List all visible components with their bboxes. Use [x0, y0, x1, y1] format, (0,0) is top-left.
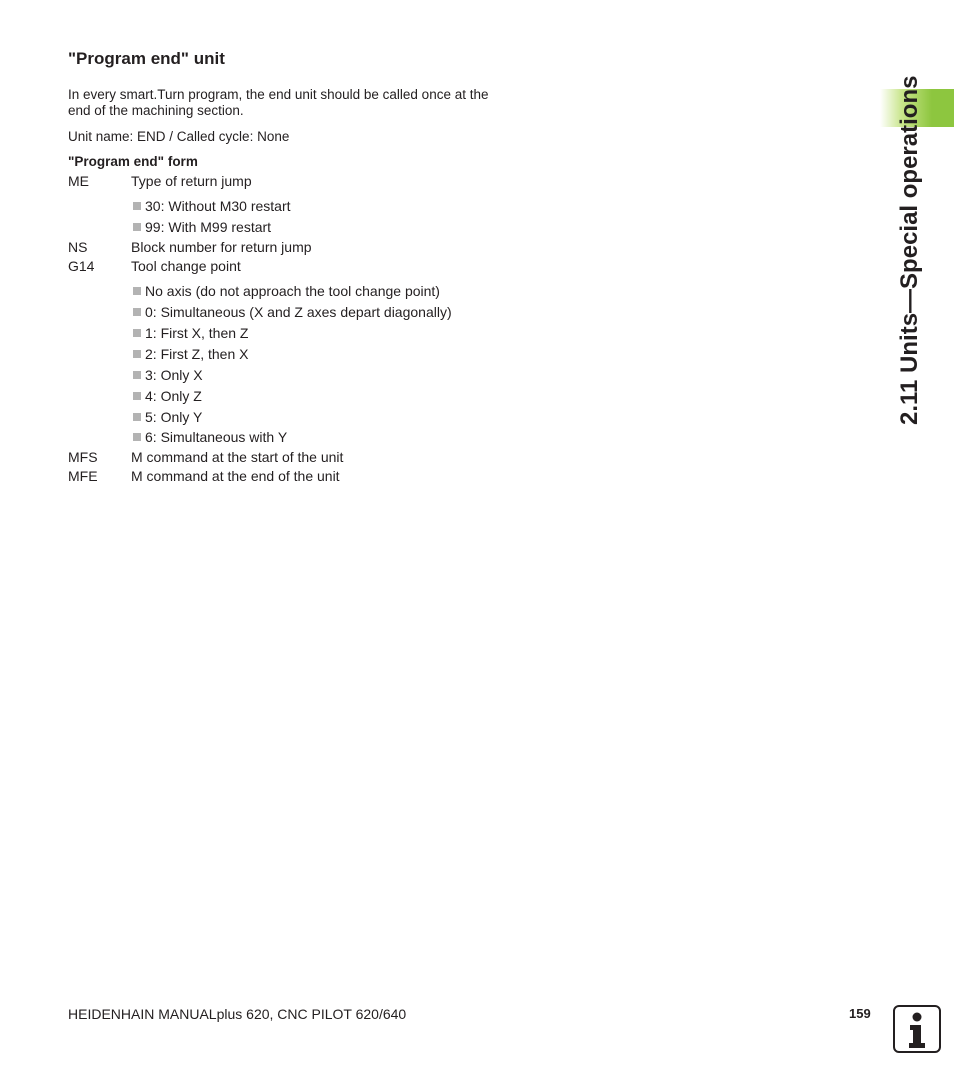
param-row — [68, 239, 312, 255]
form-title: "Program end" form — [68, 154, 198, 169]
list-item — [133, 346, 248, 362]
list-item — [133, 304, 452, 320]
intro-line-1: In every smart.Turn program, the end unit should be called once at the — [68, 87, 489, 102]
option-text: 0: Simultaneous (X and Z axes depart diagonally) — [145, 304, 452, 320]
bullet-square-icon — [133, 223, 141, 231]
bullet-square-icon — [133, 329, 141, 337]
bullet-square-icon — [133, 350, 141, 358]
list-item — [133, 198, 291, 214]
param-row — [68, 449, 343, 465]
list-item — [133, 409, 202, 425]
bullet-square-icon — [133, 371, 141, 379]
page-number: 159 — [849, 1006, 871, 1021]
list-item — [133, 283, 440, 299]
param-key: G14 — [68, 258, 95, 274]
option-text: 3: Only X — [145, 367, 203, 383]
param-key: MFS — [68, 449, 98, 465]
list-item — [133, 219, 271, 235]
param-row — [68, 173, 252, 189]
list-item — [133, 429, 287, 445]
bullet-square-icon — [133, 308, 141, 316]
param-key: ME — [68, 173, 89, 189]
list-item — [133, 325, 248, 341]
bullet-square-icon — [133, 392, 141, 400]
option-text: 5: Only Y — [145, 409, 203, 425]
option-text: 1: First X, then Z — [145, 325, 249, 341]
option-text: 99: With M99 restart — [145, 219, 272, 235]
option-text: 4: Only Z — [145, 388, 202, 404]
param-row — [68, 258, 241, 274]
bullet-square-icon — [133, 413, 141, 421]
option-text: 30: Without M30 restart — [145, 198, 291, 214]
param-desc: M command at the end of the unit — [131, 468, 340, 484]
bullet-square-icon — [133, 202, 141, 210]
unit-name-line: Unit name: END / Called cycle: None — [68, 129, 290, 144]
chapter-side-title: 2.11 Units—Special operations — [896, 75, 923, 425]
section-heading: "Program end" unit — [68, 49, 225, 68]
intro-paragraph — [68, 87, 528, 119]
bullet-square-icon — [133, 433, 141, 441]
param-desc: Type of return jump — [131, 173, 252, 189]
option-text: 6: Simultaneous with Y — [145, 429, 288, 445]
list-item — [133, 367, 203, 383]
info-icon — [893, 1005, 941, 1053]
param-row — [68, 468, 340, 484]
param-key: NS — [68, 239, 88, 255]
intro-line-2: end of the machining section. — [68, 103, 244, 118]
option-text: 2: First Z, then X — [145, 346, 249, 362]
footer-text: HEIDENHAIN MANUALplus 620, CNC PILOT 620/640 — [68, 1006, 407, 1022]
param-desc: Tool change point — [131, 258, 241, 274]
list-item — [133, 388, 202, 404]
param-desc: Block number for return jump — [131, 239, 312, 255]
bullet-square-icon — [133, 287, 141, 295]
param-key: MFE — [68, 468, 98, 484]
option-text: No axis (do not approach the tool change point) — [145, 283, 440, 299]
param-desc: M command at the start of the unit — [131, 449, 344, 465]
